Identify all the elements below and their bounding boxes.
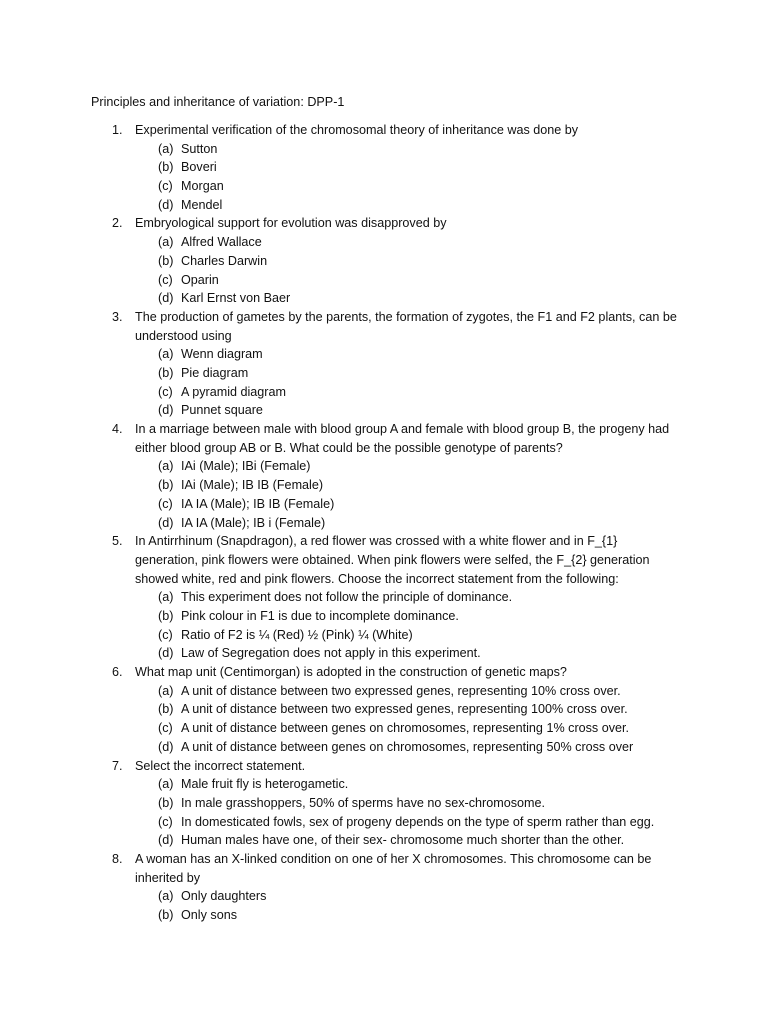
option-text: IA IA (Male); IB IB (Female) xyxy=(181,496,335,511)
question-number: 5. xyxy=(112,534,123,549)
option-text: Sutton xyxy=(181,141,218,156)
option-letter: (c) xyxy=(158,272,173,287)
question-text: The production of gametes by the parents, the formation of zygotes, the F1 and F2 plants, can be understood using xyxy=(135,309,677,343)
option-letter: (c) xyxy=(158,179,173,194)
option-text: Only sons xyxy=(181,908,237,923)
question-text: Select the incorrect statement. xyxy=(135,758,306,773)
question-list xyxy=(0,121,768,925)
question-item xyxy=(0,663,768,756)
option-text: Charles Darwin xyxy=(181,253,268,268)
answer-option xyxy=(0,644,768,663)
option-letter: (d) xyxy=(158,291,174,306)
option-letter: (b) xyxy=(158,609,174,624)
question-text: A woman has an X-linked condition on one of her X chromosomes. This chromosome can be inherited by xyxy=(135,851,652,885)
question-item xyxy=(0,214,768,307)
option-letter: (a) xyxy=(158,141,174,156)
question-item xyxy=(0,850,768,925)
answer-option xyxy=(0,794,768,813)
answer-option xyxy=(0,457,768,476)
option-text: In male grasshoppers, 50% of sperms have no sex-chromosome. xyxy=(181,795,545,810)
option-text: Boveri xyxy=(181,160,217,175)
answer-option xyxy=(0,383,768,402)
answer-option xyxy=(0,271,768,290)
question-number: 8. xyxy=(112,851,123,866)
question-number: 7. xyxy=(112,758,123,773)
option-letter: (a) xyxy=(158,683,174,698)
answer-option xyxy=(0,364,768,383)
answer-option xyxy=(0,514,768,533)
option-letter: (c) xyxy=(158,721,173,736)
option-text: IA IA (Male); IB i (Female) xyxy=(181,515,326,530)
question-item xyxy=(0,757,768,850)
option-text: Punnet square xyxy=(181,403,263,418)
option-text: Morgan xyxy=(181,179,224,194)
option-text: Oparin xyxy=(181,272,219,287)
answer-option xyxy=(0,158,768,177)
option-text: Pie diagram xyxy=(181,366,249,380)
answer-option xyxy=(0,177,768,196)
option-letter: (b) xyxy=(158,160,174,175)
answer-option xyxy=(0,682,768,701)
question-number: 6. xyxy=(112,665,123,680)
answer-option xyxy=(0,476,768,495)
option-letter: (a) xyxy=(158,590,174,605)
option-text: Ratio of F2 is ¼ (Red) ½ (Pink) ¼ (White) xyxy=(181,627,413,642)
question-number: 3. xyxy=(112,309,123,324)
answer-option xyxy=(0,906,768,925)
answer-option xyxy=(0,495,768,514)
option-text: A unit of distance between genes on chromosomes, representing 1% cross over. xyxy=(181,721,630,736)
answer-option xyxy=(0,607,768,626)
option-letter: (d) xyxy=(158,739,174,754)
answer-option xyxy=(0,719,768,738)
question-number: 1. xyxy=(112,123,123,137)
option-letter: (c) xyxy=(158,384,173,399)
option-text: Mendel xyxy=(181,197,223,212)
option-letter: (d) xyxy=(158,197,174,212)
question-item xyxy=(0,308,768,420)
option-letter: (a) xyxy=(158,347,174,362)
option-text: Male fruit fly is heterogametic. xyxy=(181,777,349,792)
option-letter: (c) xyxy=(158,627,173,642)
option-text: IAi (Male); IBi (Female) xyxy=(181,459,311,474)
option-letter: (b) xyxy=(158,478,174,493)
option-text: Pink colour in F1 is due to incomplete dominance. xyxy=(181,609,459,624)
answer-option xyxy=(0,626,768,645)
answer-option xyxy=(0,233,768,252)
option-letter: (d) xyxy=(158,833,174,848)
option-text: In domesticated fowls, sex of progeny depends on the type of sperm rather than egg. xyxy=(181,814,655,829)
option-text: A unit of distance between two expressed genes, representing 100% cross over. xyxy=(181,702,628,717)
answer-option xyxy=(0,700,768,719)
option-text: Alfred Wallace xyxy=(181,235,262,250)
question-item xyxy=(0,121,768,214)
option-letter: (d) xyxy=(158,646,174,661)
option-text: This experiment does not follow the principle of dominance. xyxy=(181,590,513,605)
option-letter: (d) xyxy=(158,403,174,418)
option-text: Law of Segregation does not apply in this experiment. xyxy=(181,646,481,661)
answer-option xyxy=(0,196,768,215)
option-text: Karl Ernst von Baer xyxy=(181,291,291,306)
option-text: Human males have one, of their sex- chromosome much shorter than the other. xyxy=(181,833,625,848)
answer-option xyxy=(0,887,768,906)
option-letter: (c) xyxy=(158,814,173,829)
question-text: In a marriage between male with blood group A and female with blood group B, the progeny had either blood group AB or B. What could be the possible genotype of parents? xyxy=(135,422,670,455)
option-letter: (a) xyxy=(158,235,174,250)
option-letter: (b) xyxy=(158,795,174,810)
option-letter: (a) xyxy=(158,777,174,792)
question-number: 2. xyxy=(112,216,123,231)
answer-option xyxy=(0,831,768,850)
question-text: Embryological support for evolution was disapproved by xyxy=(135,216,447,231)
option-letter: (b) xyxy=(158,253,174,268)
answer-option xyxy=(0,140,768,159)
option-text: Wenn diagram xyxy=(181,347,263,362)
question-text: What map unit (Centimorgan) is adopted in the construction of genetic maps? xyxy=(135,665,567,680)
answer-option xyxy=(0,813,768,832)
question-item xyxy=(0,420,768,532)
answer-option xyxy=(0,588,768,607)
option-letter: (a) xyxy=(158,889,174,904)
option-letter: (d) xyxy=(158,515,174,530)
question-text: In Antirrhinum (Snapdragon), a red flower was crossed with a white flower and in F_{1} generation, pink flowers were obtained. When pink flowers were selfed, the F_{2} generation showed white, red and pink flowers. Choose the incorrect statement from the following: xyxy=(135,534,650,586)
answer-option xyxy=(0,252,768,271)
option-letter: (b) xyxy=(158,702,174,717)
question-item xyxy=(0,532,768,663)
option-letter: (b) xyxy=(158,366,174,380)
option-letter: (c) xyxy=(158,496,173,511)
document-title: Principles and inheritance of variation: DPP-1 xyxy=(91,95,345,109)
answer-option xyxy=(0,775,768,794)
answer-option xyxy=(0,289,768,308)
option-text: A unit of distance between genes on chromosomes, representing 50% cross over xyxy=(181,739,634,754)
answer-option xyxy=(0,738,768,757)
question-number: 4. xyxy=(112,422,123,437)
option-letter: (a) xyxy=(158,459,174,474)
option-text: Only daughters xyxy=(181,889,267,904)
option-letter: (b) xyxy=(158,908,174,923)
option-text: IAi (Male); IB IB (Female) xyxy=(181,478,324,493)
answer-option xyxy=(0,345,768,364)
option-text: A pyramid diagram xyxy=(181,384,286,399)
option-text: A unit of distance between two expressed genes, representing 10% cross over. xyxy=(181,683,621,698)
question-text: Experimental verification of the chromosomal theory of inheritance was done by xyxy=(135,123,579,137)
answer-option xyxy=(0,401,768,420)
